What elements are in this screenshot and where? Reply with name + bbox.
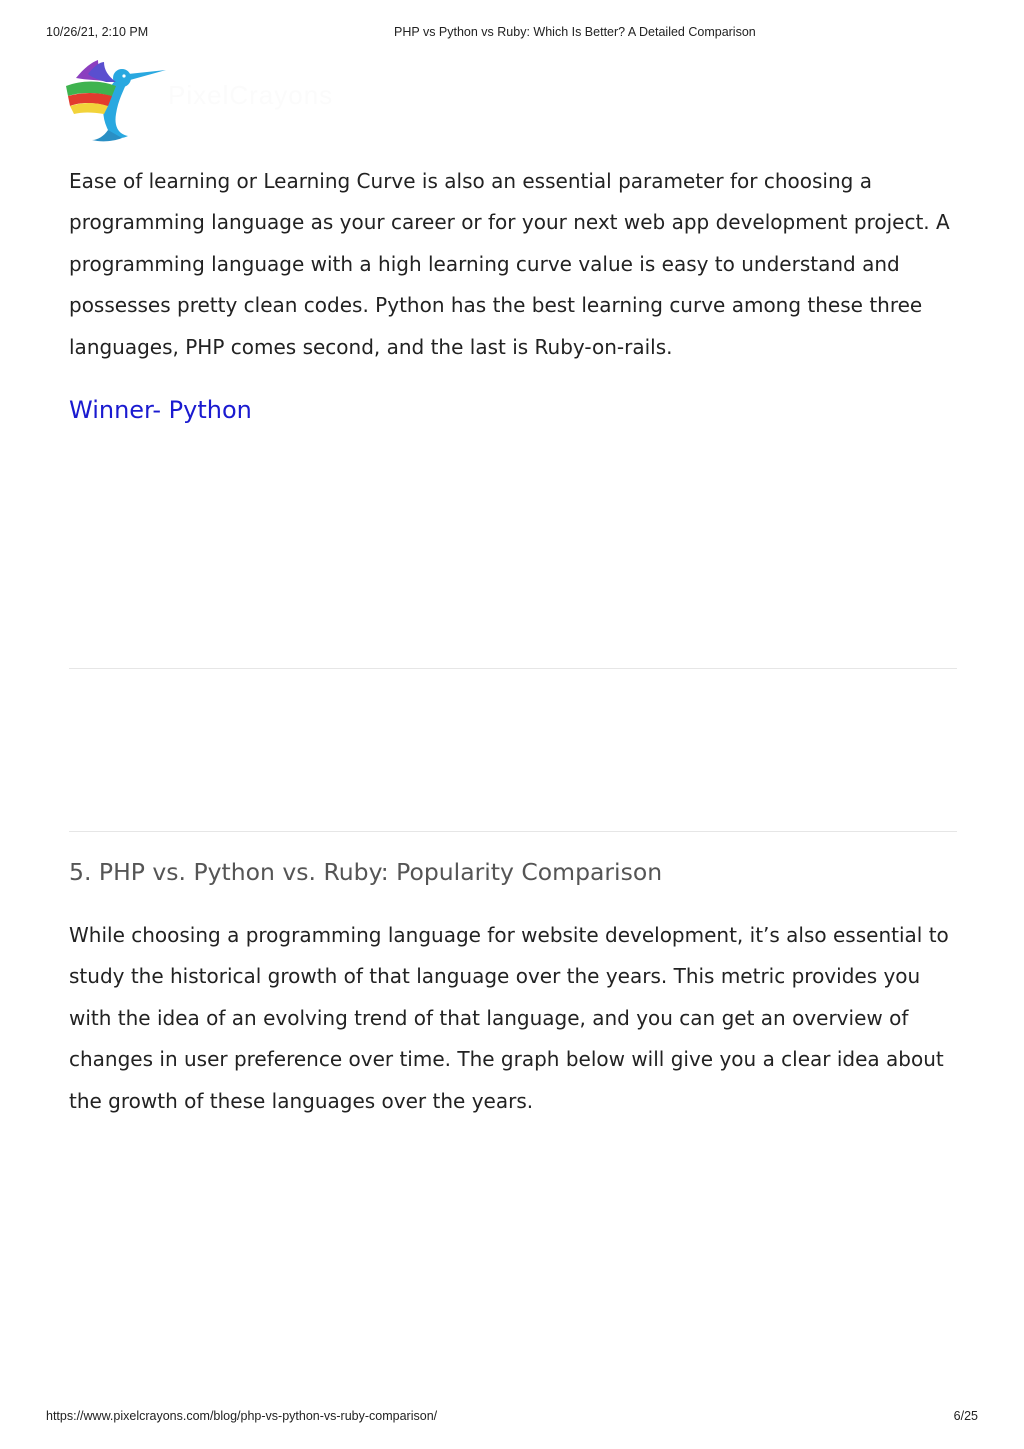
print-url: https://www.pixelcrayons.com/blog/php-vs-python-vs-ruby-comparison/ [46, 1409, 438, 1423]
print-header [0, 25, 1024, 43]
logo-wordmark: PixelCrayons [168, 80, 334, 110]
winner-heading[interactable]: Winner- Python [69, 396, 252, 424]
divider [69, 668, 957, 669]
print-date: 10/26/21, 2:10 PM [46, 25, 149, 39]
divider [69, 831, 957, 832]
paragraph-popularity: While choosing a programming language for website development, it’s also essential to study the historical growth of that language over the years. This metric provides you with the idea of an evolving trend of that language, and you can get an overview of changes in user preference over time. The graph below will give you a clear idea about the growth of these languages over the years. [69, 923, 949, 1113]
hummingbird-logo-icon [62, 56, 172, 146]
page-number: 6/25 [953, 1409, 978, 1423]
site-logo[interactable] [62, 56, 172, 146]
print-footer [0, 1409, 1024, 1427]
paragraph-learning-curve: Ease of learning or Learning Curve is also an essential parameter for choosing a programming language as your career or for your next web app development project. A programming language with a high learning curve value is easy to understand and possesses pretty clean codes. Python has the best learning curve among these three languages, PHP comes second, and the last is Ruby-on-rails. [69, 169, 950, 359]
section-heading-popularity: 5. PHP vs. Python vs. Ruby: Popularity Comparison [69, 858, 663, 886]
print-document-title: PHP vs Python vs Ruby: Which Is Better? A Detailed Comparison [394, 25, 756, 39]
